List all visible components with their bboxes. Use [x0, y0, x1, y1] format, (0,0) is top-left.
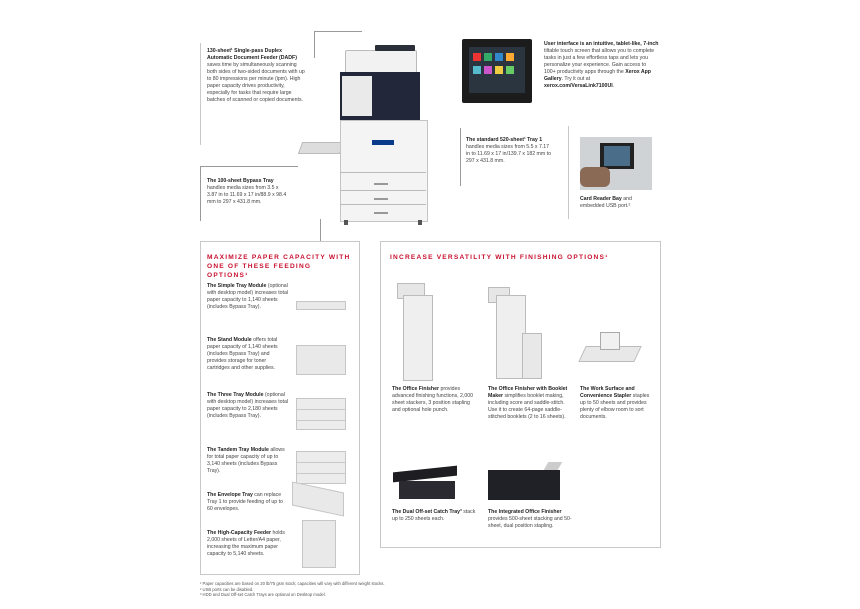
card-reader-desc: and embedded USB port.²: [580, 196, 632, 209]
booklet-maker-image: [486, 283, 546, 379]
ui-url-link[interactable]: xerox.com/VersaLink7100UI: [544, 83, 613, 89]
footnote-1: ¹ Paper capacities are based on 20 lb/75 gsm stock; capacities will vary with different weight stocks.: [200, 581, 385, 586]
app-gallery-label: Xerox App Gallery: [544, 69, 651, 82]
feed-item-1: [207, 283, 289, 311]
integrated-finisher-image: [488, 462, 568, 502]
feed-item-2: [207, 337, 289, 372]
feed-item-5-title: The Envelope Tray: [207, 492, 253, 498]
feed-item-1-title: The Simple Tray Module: [207, 283, 267, 289]
footnote-2: ² USB ports can be disabled.: [200, 586, 254, 592]
dadf-text: [207, 48, 307, 104]
simple-tray-image: [296, 301, 346, 310]
stand-module-image: [296, 345, 346, 375]
feed-item-2-desc: offers total paper capacity of 1,140 sheets (includes Bypass Tray) and provides storage for toner cartridges and other supplies.: [207, 337, 278, 371]
bypass-text: [207, 178, 289, 206]
feed-item-6: [207, 530, 289, 558]
finishing-options-heading: INCREASE VERSATILITY WITH FINISHING OPTIONS¹: [390, 254, 609, 261]
feed-item-6-desc: holds 2,000 sheets of Letter/A4 paper, increasing the maximum paper capacity to 5,140 sheets.: [207, 530, 285, 557]
tray1-border: [460, 128, 461, 186]
card-reader-photo: [580, 137, 652, 190]
finish-item-2: [488, 386, 570, 421]
finish-item-4-desc: stack up to 250 sheets each.: [392, 509, 476, 522]
office-finisher-image: [395, 283, 435, 379]
feed-item-6-title: The High-Capacity Feeder: [207, 530, 271, 536]
feed-item-4: [207, 447, 289, 475]
three-tray-image: [296, 398, 346, 430]
finish-item-5: [488, 509, 578, 530]
tandem-tray-image: [296, 451, 346, 484]
bypass-leader: [200, 166, 298, 167]
dadf-title: 130-sheet¹ Single-pass Duplex Automatic Document Feeder (DADF): [207, 48, 297, 61]
catch-tray-image: [393, 463, 461, 501]
ui-try: . Try it out at: [561, 76, 591, 82]
feed-item-5: [207, 492, 289, 513]
stapler-image: [582, 330, 636, 364]
ui-screen-photo: [462, 39, 532, 103]
connector-v: [320, 219, 321, 241]
tray1-desc: handles media sizes from 5.5 x 7.17 in to 11.69 x 17 in/139.7 x 182 mm to 297 x 431.8 mm.: [466, 144, 551, 164]
card-reader-text: [580, 196, 652, 210]
ui-title: User interface is an intuitive, tablet-like,: [544, 41, 642, 47]
footnote-3: ³ HDD and Dual Off-set Catch Trays are optional on Desktop model.: [200, 592, 326, 598]
feed-item-3: [207, 392, 289, 420]
feed-item-1-desc: (optional with desktop model) increases total paper capacity to 1,140 sheets (includes Bypass Tray).: [207, 283, 289, 310]
finish-item-4: [392, 509, 478, 523]
feed-item-4-title: The Tandem Tray Module: [207, 447, 269, 453]
finish-item-4-title: The Dual Off-set Catch Tray³: [392, 509, 462, 515]
bypass-border: [200, 166, 201, 221]
ui-text: [544, 41, 659, 90]
bypass-desc: handles media sizes from 3.5 x 3.87 in to 11.69 x 17 in/88.9 x 98.4 mm to 297 x 431.8 mm.: [207, 185, 287, 205]
card-reader-title: Card Reader Bay: [580, 196, 622, 202]
finish-item-2-desc: simplifies booklet making, including score and saddle-stitch. Use it to create 64-page saddle-stitched booklets (2 to 16 sheets).: [488, 393, 566, 420]
feed-item-5-desc: can replace Tray 1 to provide feeding of up to 60 envelopes.: [207, 492, 283, 512]
ui-desc: tiltable touch screen that allows you to complete tasks in just a few effortless taps and lets you personalize your experience. Gain access to 100+ productivity apps through the: [544, 48, 655, 75]
printer-image: [300, 42, 450, 232]
bypass-title: The 100-sheet Bypass Tray: [207, 178, 274, 184]
finish-item-5-desc: provides 500-sheet stacking and 50-sheet, dual position stapling.: [488, 516, 572, 529]
ui-size: 7-inch: [643, 41, 659, 47]
finish-item-5-title: The Integrated Office Finisher: [488, 509, 562, 515]
dadf-leader-h: [314, 31, 362, 32]
finish-item-2-title: The Office Finisher with Booklet Maker: [488, 386, 568, 399]
feed-item-3-desc: (optional with desktop model) increases total paper capacity to 2,180 sheets (includes Bypass Tray).: [207, 392, 289, 419]
tray1-text: [466, 137, 554, 165]
dadf-desc: saves time by simultaneously scanning both sides of two-sided documents with up to 80 impressions per minute (ipm). High paper capacity drives productivity, especially for tasks that require large batches of scanned or copied documents.: [207, 62, 305, 103]
feed-item-3-title: The Three Tray Module: [207, 392, 264, 398]
ui-end: .: [612, 83, 615, 89]
finish-item-3-desc: staples up to 50 sheets and provides plenty of elbow room to sort documents.: [580, 393, 650, 420]
high-capacity-feeder-image: [302, 520, 336, 568]
feeding-options-heading: MAXIMIZE PAPER CAPACITY WITH ONE OF THESE FEEDING OPTIONS¹: [207, 254, 351, 279]
finish-item-1: [392, 386, 478, 414]
tray1-title: The standard 520-sheet¹ Tray 1: [466, 137, 543, 143]
finish-item-3-title: The Work Surface and Convenience Stapler: [580, 386, 635, 399]
feed-item-2-title: The Stand Module: [207, 337, 252, 343]
finish-item-1-desc: provides advanced finishing functions, 2,000 sheet stackers, 3 position stapling and optional hole punch.: [392, 386, 474, 413]
feed-item-4-desc: allows for total paper capacity of up to 3,140 sheets (includes Bypass Tray).: [207, 447, 285, 474]
finish-item-3: [580, 386, 656, 421]
footnotes: [200, 581, 600, 598]
finish-item-1-title: The Office Finisher: [392, 386, 439, 392]
